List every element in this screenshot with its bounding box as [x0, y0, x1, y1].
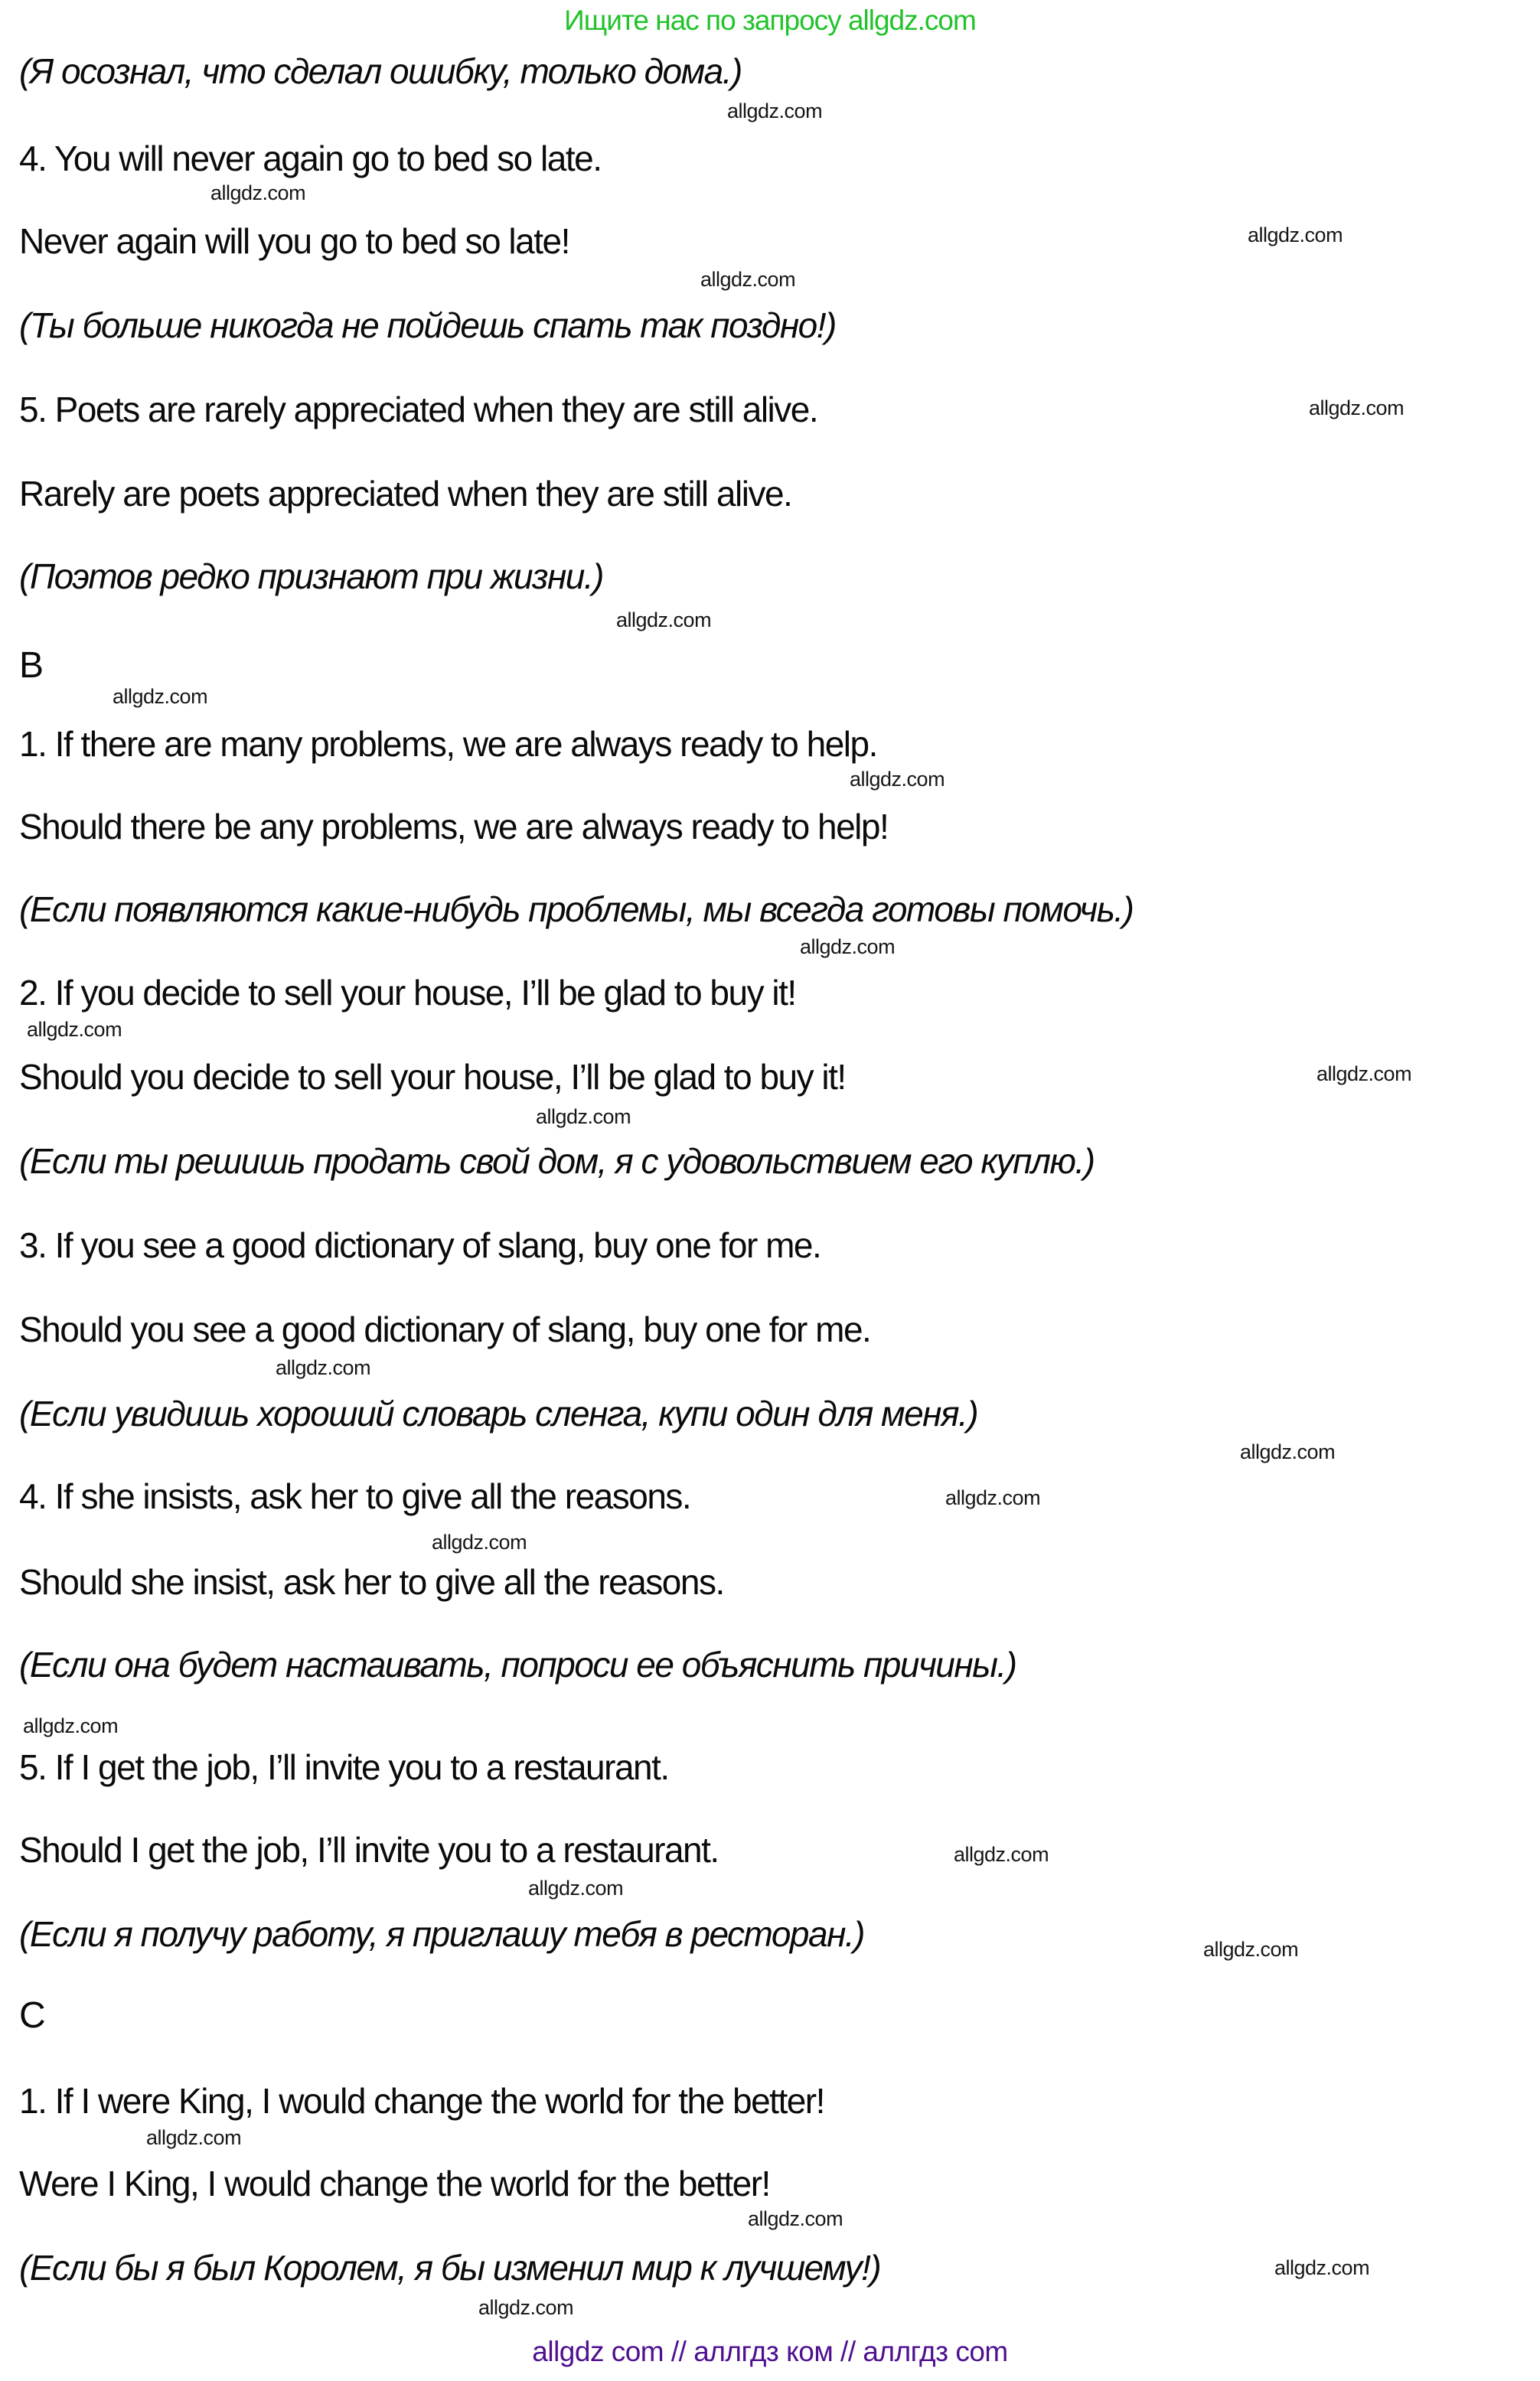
watermark: allgdz.com: [210, 181, 306, 204]
sentence-line: Should I get the job, I’ll invite you to a restaurant.: [19, 1830, 719, 1870]
sentence-line: Should you see a good dictionary of slang, buy one for me.: [19, 1310, 871, 1349]
watermark: allgdz.com: [528, 1877, 624, 1900]
sentence-line: 1. If there are many problems, we are always ready to help.: [19, 724, 877, 764]
watermark: allgdz.com: [1274, 2256, 1370, 2279]
watermark: allgdz.com: [850, 768, 945, 791]
watermark: allgdz.com: [478, 2296, 574, 2319]
translation-line: (Я осознал, что сделал ошибку, только дома.): [19, 51, 742, 91]
watermark: allgdz.com: [616, 608, 712, 631]
sentence-line: Should she insist, ask her to give all the reasons.: [19, 1562, 724, 1602]
watermark: allgdz.com: [748, 2207, 843, 2230]
watermark: allgdz.com: [700, 268, 796, 291]
watermark: allgdz.com: [276, 1356, 371, 1379]
sentence-line: 1. If I were King, I would change the world for the better!: [19, 2081, 824, 2121]
watermark: allgdz.com: [27, 1018, 122, 1041]
watermark: allgdz.com: [1317, 1062, 1412, 1085]
sentence-line: 2. If you decide to sell your house, I’ll be glad to buy it!: [19, 973, 796, 1013]
promo-header: Ищите нас по запросу allgdz.com: [564, 5, 976, 36]
watermark: allgdz.com: [1240, 1440, 1336, 1463]
watermark: allgdz.com: [1248, 223, 1343, 246]
watermark: allgdz.com: [1309, 396, 1405, 419]
sentence-line: Should you decide to sell your house, I’ll be glad to buy it!: [19, 1057, 846, 1097]
translation-line: (Если увидишь хороший словарь сленга, купи один для меня.): [19, 1394, 978, 1433]
sentence-line: 4. You will never again go to bed so late.: [19, 139, 602, 178]
section-letter: B: [19, 645, 44, 686]
footer-site-links: allgdz com // аллгдз ком // аллгдз com: [532, 2336, 1008, 2367]
translation-line: (Ты больше никогда не пойдешь спать так поздно!): [19, 305, 836, 345]
watermark: allgdz.com: [113, 685, 208, 708]
sentence-line: 5. If I get the job, I’ll invite you to a restaurant.: [19, 1747, 669, 1787]
watermark: allgdz.com: [800, 935, 896, 958]
sentence-line: Were I King, I would change the world for the better!: [19, 2164, 770, 2203]
watermark: allgdz.com: [954, 1843, 1049, 1866]
watermark: allgdz.com: [1203, 1938, 1299, 1961]
sentence-line: Rarely are poets appreciated when they are still alive.: [19, 474, 792, 514]
watermark: allgdz.com: [146, 2126, 242, 2149]
watermark: allgdz.com: [432, 1531, 527, 1554]
watermark: allgdz.com: [536, 1105, 631, 1128]
watermark: allgdz.com: [727, 99, 823, 122]
translation-line: (Если появляются какие-нибудь проблемы, мы всегда готовы помочь.): [19, 889, 1134, 929]
translation-line: (Если она будет настаивать, попроси ее объяснить причины.): [19, 1645, 1016, 1685]
sentence-line: Should there be any problems, we are always ready to help!: [19, 807, 889, 846]
watermark: allgdz.com: [945, 1486, 1041, 1509]
sentence-line: 4. If she insists, ask her to give all the reasons.: [19, 1476, 691, 1516]
sentence-line: 3. If you see a good dictionary of slang, buy one for me.: [19, 1225, 821, 1265]
translation-line: (Если ты решишь продать свой дом, я с удовольствием его куплю.): [19, 1141, 1095, 1181]
watermark: allgdz.com: [23, 1714, 119, 1737]
sentence-line: Never again will you go to bed so late!: [19, 221, 569, 261]
section-letter: C: [19, 1995, 45, 2036]
translation-line: (Поэтов редко признают при жизни.): [19, 556, 603, 596]
translation-line: (Если бы я был Королем, я бы изменил мир к лучшему!): [19, 2248, 881, 2288]
translation-line: (Если я получу работу, я приглашу тебя в ресторан.): [19, 1914, 864, 1954]
sentence-line: 5. Poets are rarely appreciated when they are still alive.: [19, 390, 818, 429]
